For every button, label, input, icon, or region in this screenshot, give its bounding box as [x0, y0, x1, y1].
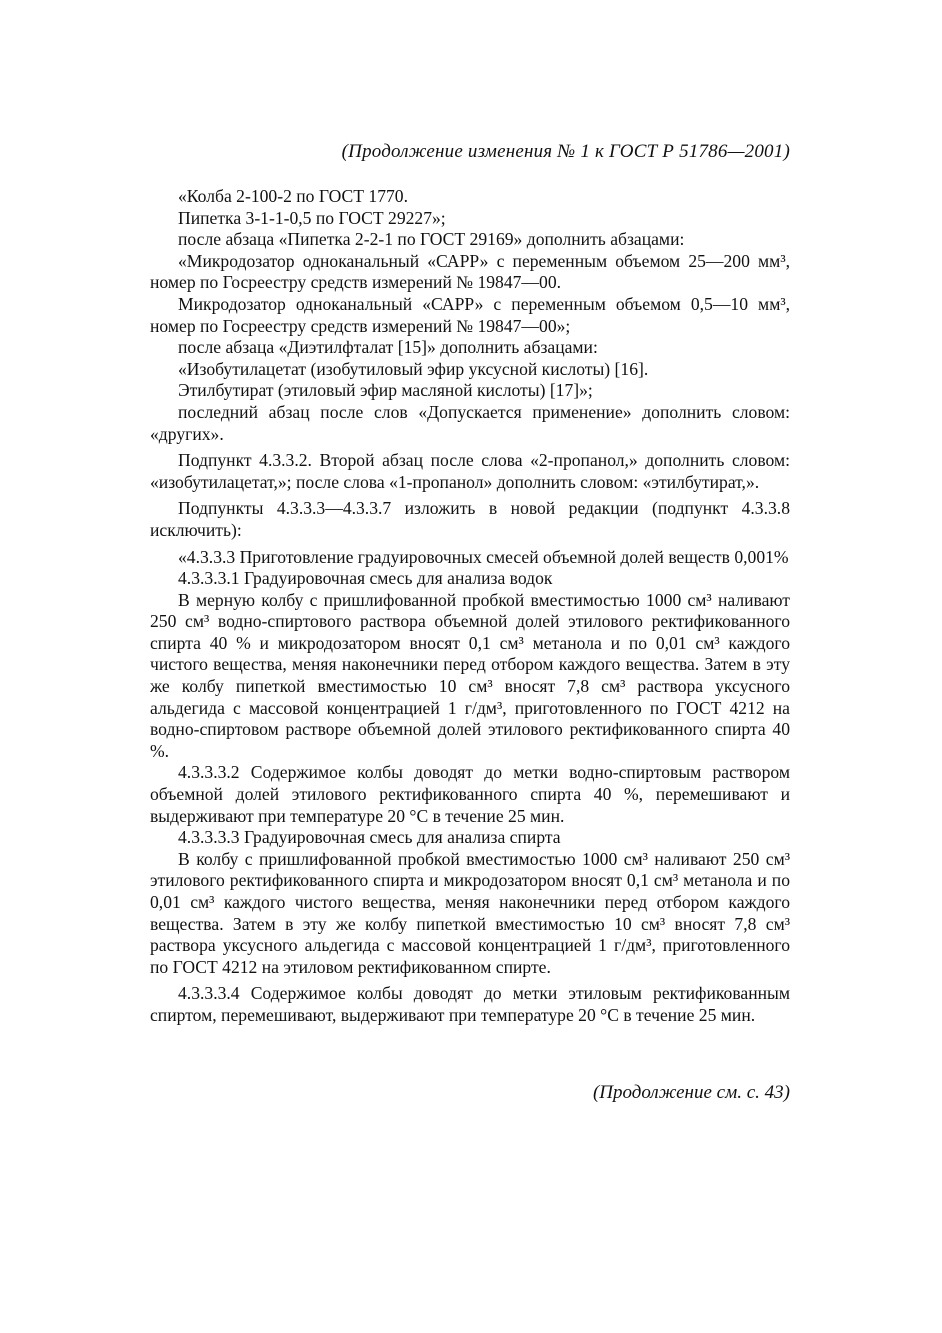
paragraph: Подпункт 4.3.3.2. Второй абзац после слова «2-пропанол,» дополнить словом: «изобутилацетат,»; после слова «1-пропанол» дополнить словом: «этилбутират,». — [150, 450, 790, 492]
paragraph: Пипетка 3-1-1-0,5 по ГОСТ 29227»; — [178, 207, 446, 228]
paragraph: последний абзац после слов «Допускается применение» дополнить словом: «других». — [150, 401, 790, 444]
page-header: (Продолжение изменения № 1 к ГОСТ Р 51786—2001) — [341, 141, 790, 162]
paragraph: после абзаца «Диэтилфталат [15]» дополнить абзацами: — [178, 337, 598, 358]
paragraph: 4.3.3.3.1 Градуировочная смесь для анализа водок — [178, 568, 553, 589]
paragraph: В мерную колбу с пришлифованной пробкой вместимостью 1000 см³ наливают 250 см³ водно-спиртового раствора объемной долей этилового ректификованного спирта 40 % и микродозатором вносят 0,1 см³ метанола и по 0,01 см³ каждого чистого вещества, меняя наконечники перед отбором каждого вещества. Затем в эту же колбу пипеткой вместимостью 10 см³ вносят 7,8 см³ раствора уксусного альдегида с массовой концентрацией 1 г/дм³, приготовленного по ГОСТ 4212 на водно-спиртовом растворе объемной долей этилового ректификованного спирта 40 %. — [150, 589, 790, 761]
paragraph: 4.3.3.3.4 Содержимое колбы доводят до метки этиловым ректификованным спиртом, перемешивают, выдерживают при температуре 20 °С в течение 25 мин. — [150, 983, 790, 1025]
paragraph: Этилбутират (этиловый эфир масляной кислоты) [17]»; — [178, 380, 593, 401]
paragraph: 4.3.3.3.3 Градуировочная смесь для анализа спирта — [178, 827, 561, 848]
paragraph: «Изобутилацетат (изобутиловый эфир уксусной кислоты) [16]. — [178, 358, 649, 379]
paragraph: после абзаца «Пипетка 2-2-1 по ГОСТ 29169» дополнить абзацами: — [178, 229, 685, 250]
page-footer: (Продолжение см. с. 43) — [592, 1082, 790, 1103]
paragraph: Микродозатор одноканальный «САРР» с переменным объемом 0,5—10 мм³, номер по Госреестру средств измерений № 19847—00»; — [150, 293, 790, 336]
paragraph: В колбу с пришлифованной пробкой вместимостью 1000 см³ наливают 250 см³ этилового ректификованного спирта и микродозатором вносят 0,1 см³ метанола и по 0,01 см³ каждого чистого вещества, меняя наконечники перед отбором каждого вещества. Затем в эту же колбу пипеткой вместимостью 10 см³ вносят 7,8 см³ раствора уксусного альдегида с массовой концентрацией 1 г/дм³, приготовленного по ГОСТ 4212 на этиловом ректификованном спирте. — [150, 848, 790, 977]
document-body — [150, 186, 790, 1027]
paragraph: «4.3.3.3 Приготовление градуировочных смесей объемной долей веществ 0,001% — [178, 546, 789, 567]
paragraph: 4.3.3.3.2 Содержимое колбы доводят до метки водно-спиртовым раствором объемной долей этилового ректификованного спирта 40 %, перемешивают и выдерживают при температуре 20 °С в течение 25 мин. — [150, 762, 790, 826]
paragraph: Подпункты 4.3.3.3—4.3.3.7 изложить в новой редакции (подпункт 4.3.3.8 исключить): — [150, 498, 790, 540]
paragraph: «Колба 2-100-2 по ГОСТ 1770. — [178, 186, 408, 206]
paragraph: «Микродозатор одноканальный «САРР» с переменным объемом 25—200 мм³, номер по Госреестру средств измерений № 19847—00. — [150, 250, 790, 293]
